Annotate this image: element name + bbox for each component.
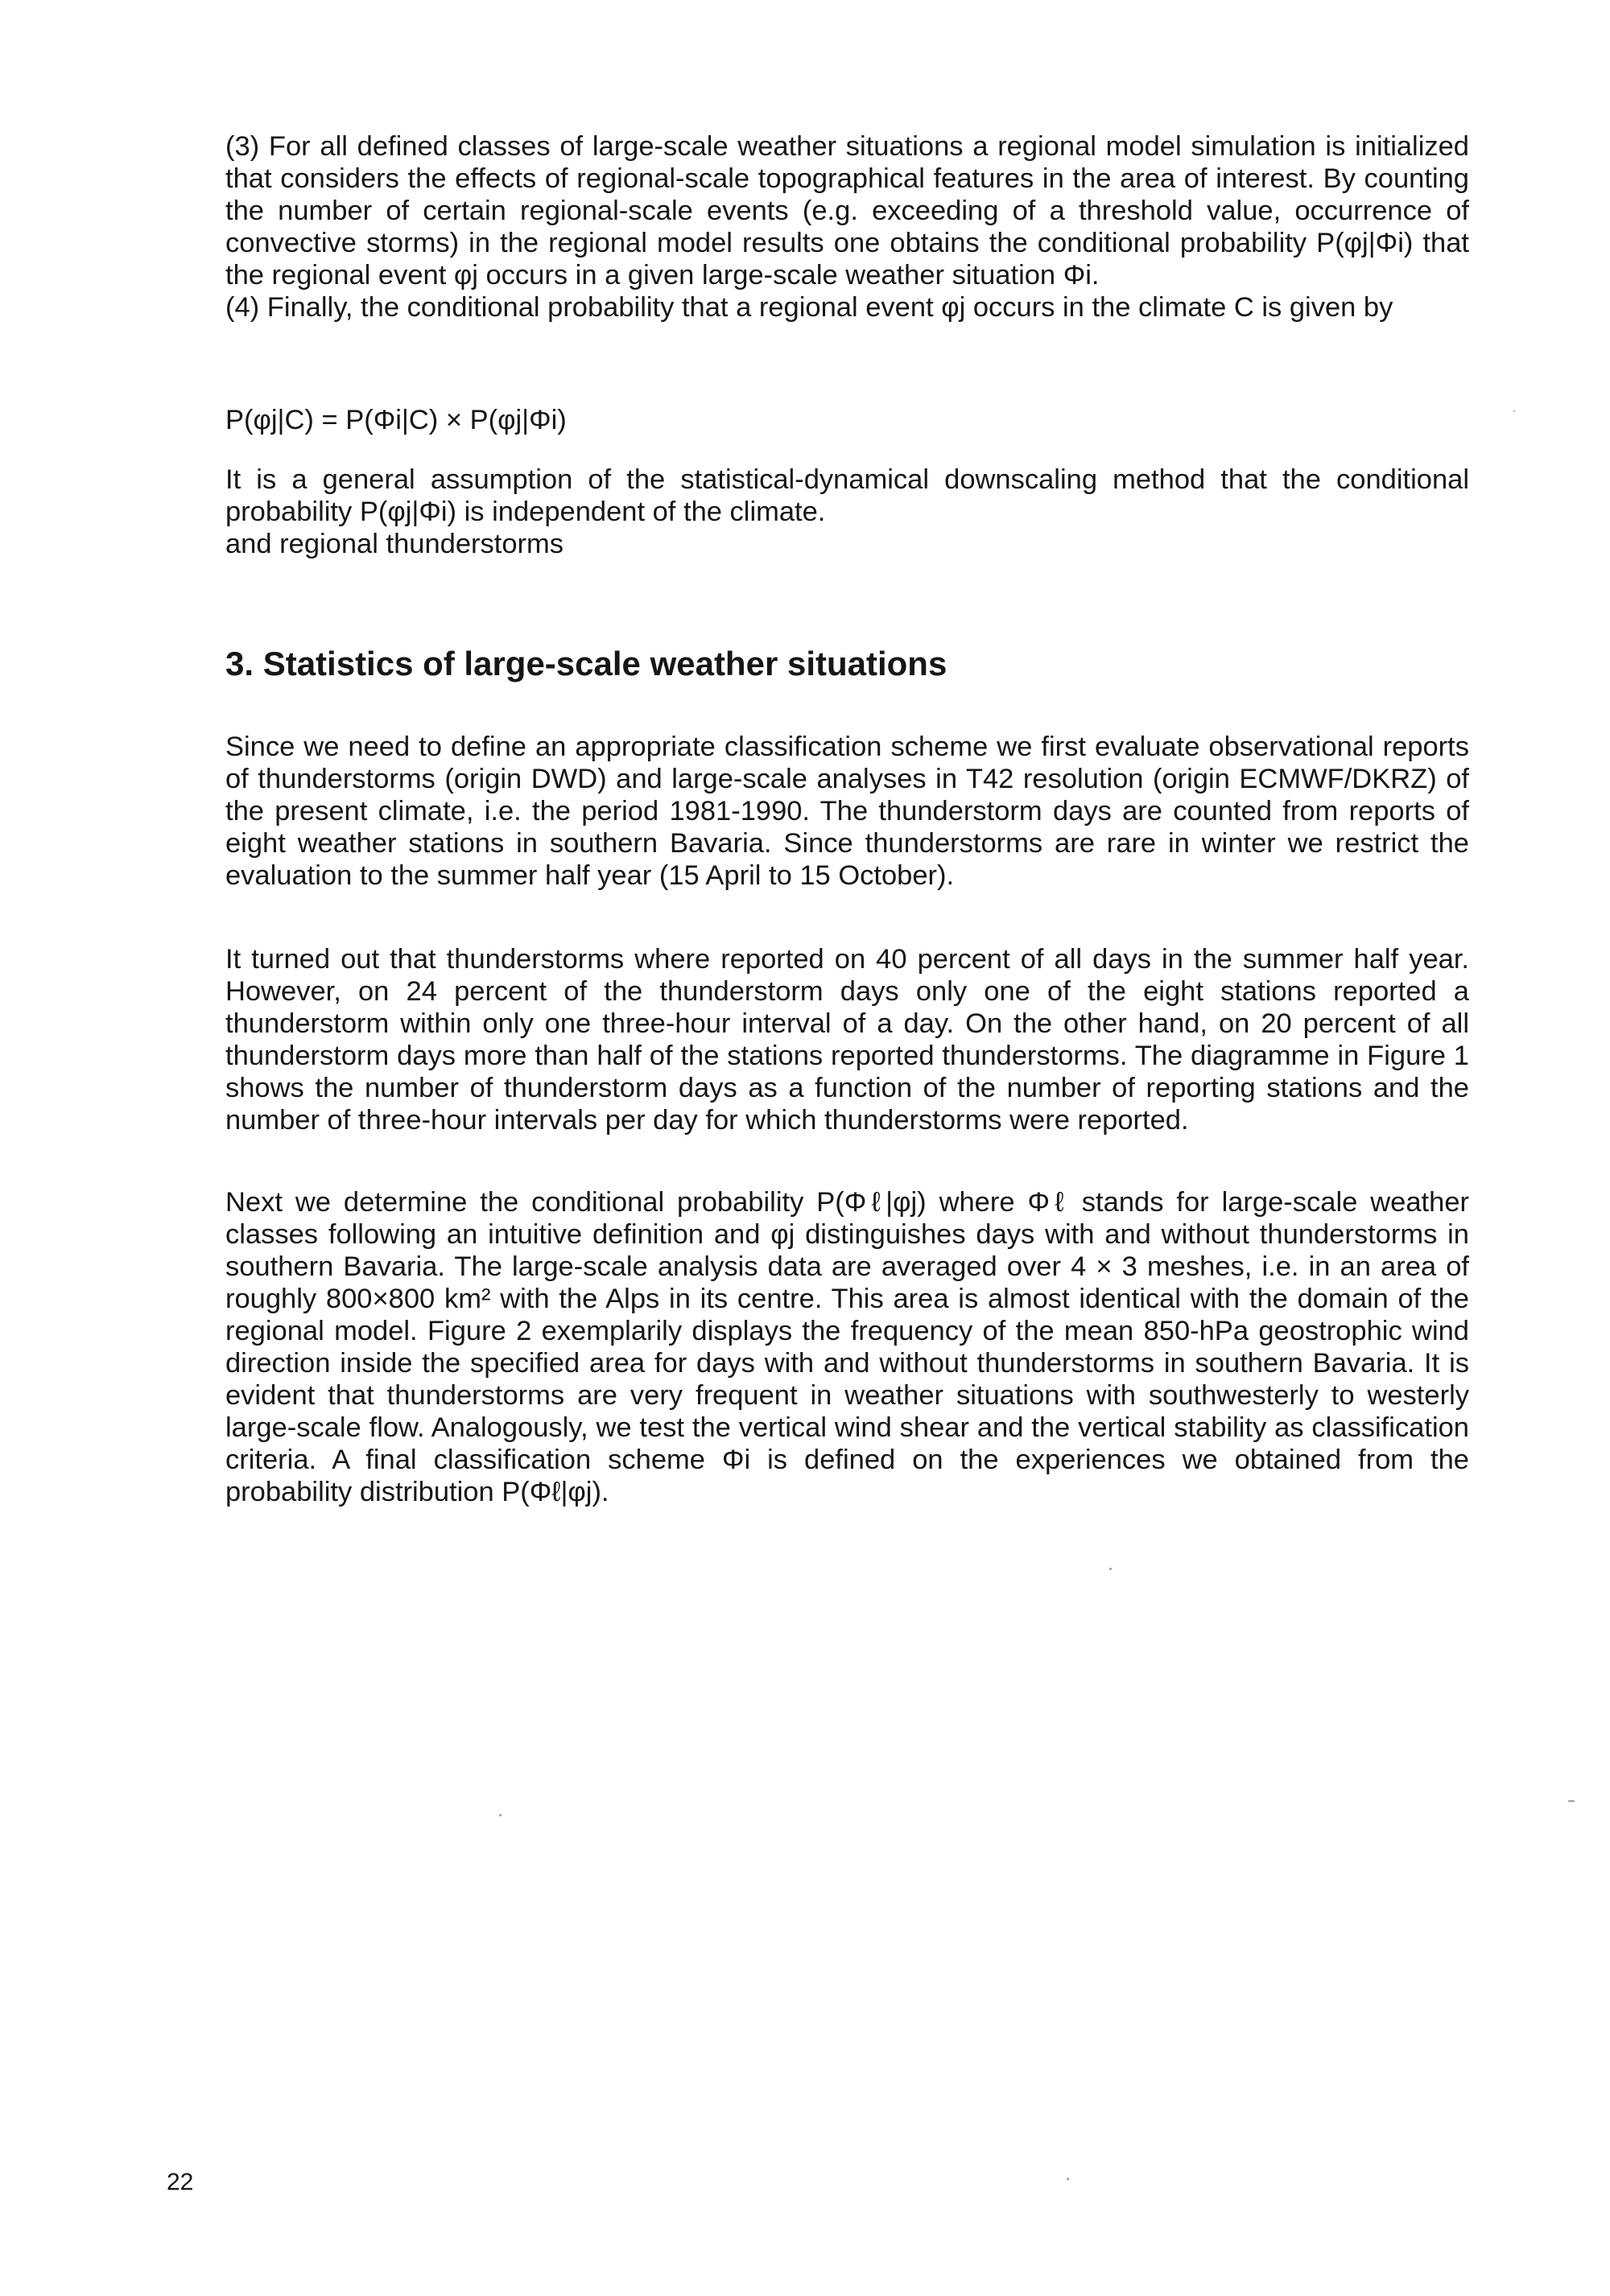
scan-speck — [1568, 1800, 1575, 1802]
paragraph-classification-scheme — [225, 731, 1469, 892]
section-heading: 3. Statistics of large-scale weather situations — [225, 645, 947, 682]
trailing-fragment: and regional thunderstorms — [225, 529, 564, 559]
item-4-paragraph: (4) Finally, the conditional probability that a regional event φj occurs in the climate C is given by — [225, 292, 1393, 323]
probability-formula: P(φj|C) = P(Φi|C) × P(φj|Φi) — [225, 405, 567, 435]
page-number: 22 — [167, 2169, 194, 2195]
scan-speck — [1067, 2178, 1069, 2180]
paragraph-conditional-probability — [225, 1186, 1469, 1508]
body-paragraph-2: It turned out that thunderstorms where reported on 40 percent of all days in the summer half year. However, on 24 percent of the thunderstorm days only one of the eight stations reported a thunderstorm within only one three-hour interval of a day. On the other hand, on 20 percent of all thunderstorm days more than half of the stations reported thunderstorms. The diagramme in Figure 1 shows the number of thunderstorm days as a function of the number of reporting stations and the number of three-hour intervals per day for which thunderstorms were reported. — [225, 944, 1469, 1136]
scan-speck — [499, 1814, 502, 1816]
assumption-paragraph: It is a general assumption of the statistical-dynamical downscaling method that the conditional probability P(φj|Φi) is independent of the climate. — [225, 464, 1469, 527]
intro-block — [225, 130, 1469, 324]
paragraph-thunderstorm-days — [225, 943, 1469, 1136]
scan-speck — [1513, 410, 1515, 412]
body-paragraph-3: Next we determine the conditional probability P(Φℓ|φj) where Φℓ stands for large-scale weather classes following an intuitive definition and φj distinguishes days with and without thunderstorms in southern Bavaria. The large-scale analysis data are averaged over 4 × 3 meshes, i.e. in an area of roughly 800×800 km² with the Alps in its centre. This area is almost identical with the domain of the regional model. Figure 2 exemplarily displays the frequency of the mean 850-hPa geostrophic wind direction inside the specified area for days with and without thunderstorms in southern Bavaria. It is evident that thunderstorms are very frequent in weather situations with southwesterly to westerly large-scale flow. Analogously, we test the vertical wind shear and the vertical stability as classification criteria. A final classification scheme Φi is defined on the experiences we obtained from the probability distribution P(Φℓ|φj). — [225, 1187, 1469, 1507]
assumption-block — [225, 464, 1469, 560]
scan-speck — [1109, 1568, 1112, 1570]
item-3-paragraph: (3) For all defined classes of large-scale weather situations a regional model simulation is initialized that considers the effects of regional-scale topographical features in the area of interest. By counting the number of certain regional-scale events (e.g. exceeding of a threshold value, occurrence of convective storms) in the regional model results one obtains the conditional probability P(φj|Φi) that the regional event φj occurs in a given large-scale weather situation Φi. — [225, 131, 1469, 291]
body-paragraph-1: Since we need to define an appropriate classification scheme we first evaluate observational reports of thunderstorms (origin DWD) and large-scale analyses in T42 resolution (origin ECMWF/DKRZ) of the present climate, i.e. the period 1981-1990. The thunderstorm days are counted from reports of eight weather stations in southern Bavaria. Since thunderstorms are rare in winter we restrict the evaluation to the summer half year (15 April to 15 October). — [225, 732, 1469, 891]
